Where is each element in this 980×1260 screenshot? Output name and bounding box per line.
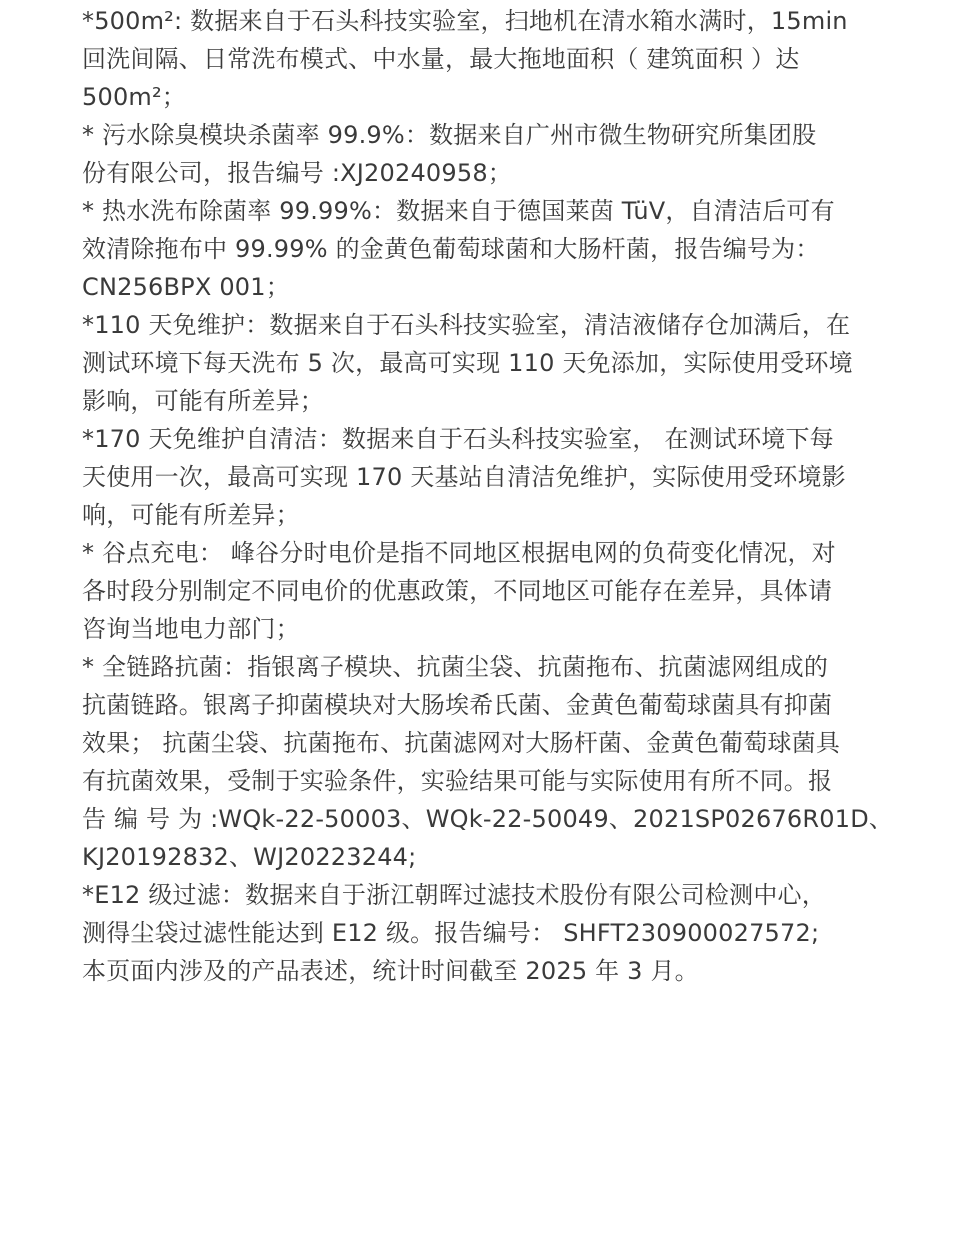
footnote-off-peak-charging: * 谷点充电： 峰谷分时电价是指不同地区根据电网的负荷变化情况，对 各时段分别制定不同电价的优惠政策，不同地区可能存在差异，具体请 咨询当地电力部门； bbox=[82, 539, 836, 643]
footnote-hot-water-wash: * 热水洗布除菌率 99.99%：数据来自于德国莱茵 TüV，自清洁后可有 效清除拖布中 99.99% 的金黄色葡萄球菌和大肠杆菌，报告编号为： CN256BPX 001； bbox=[82, 197, 835, 301]
footnote-deodorize-module: * 污水除臭模块杀菌率 99.9%：数据来自广州市微生物研究所集团股 份有限公司，报告编号 :XJ20240958； bbox=[82, 121, 817, 187]
footnote-e12-filtration: *E12 级过滤：数据来自于浙江朝晖过滤技术股份有限公司检测中心， 测得尘袋过滤性能达到 E12 级。报告编号： SHFT230900027572; bbox=[82, 881, 826, 947]
footnotes-section bbox=[82, 2, 900, 990]
footnote-mopping-area: *500m²: 数据来自于石头科技实验室，扫地机在清水箱水满时，15min 回洗间隔、日常洗布模式、中水量，最大拖地面积（ 建筑面积 ）达 500m²； bbox=[82, 7, 848, 111]
footnote-antibacterial-chain: * 全链路抗菌：指银离子模块、抗菌尘袋、抗菌拖布、抗菌滤网组成的 抗菌链路。银离子抑菌模块对大肠埃希氏菌、金黄色葡萄球菌具有抑菌 效果； 抗菌尘袋、抗菌拖布、抗菌滤网对大肠杆菌、金黄色葡萄球菌具 有抗菌效果，受制于实验条件，实验结果可能与实际使用有所不同。报 告 编 号 为 :WQk-22-50003、WQk-22-50049、2021SP02676R01D、 KJ20192832、WJ20223244; bbox=[82, 653, 894, 871]
footnote-170-day-self-cleaning: *170 天免维护自清洁：数据来自于石头科技实验室， 在测试环境下每 天使用一次，最高可实现 170 天基站自清洁免维护，实际使用受环境影 响，可能有所差异； bbox=[82, 425, 846, 529]
footnote-110-day-maintenance-free: *110 天免维护：数据来自于石头科技实验室，清洁液储存仓加满后，在 测试环境下每天洗布 5 次，最高可实现 110 天免添加，实际使用受环境 影响，可能有所差异； bbox=[82, 311, 853, 415]
footnote-statement-date: 本页面内涉及的产品表述，统计时间截至 2025 年 3 月。 bbox=[82, 957, 699, 985]
